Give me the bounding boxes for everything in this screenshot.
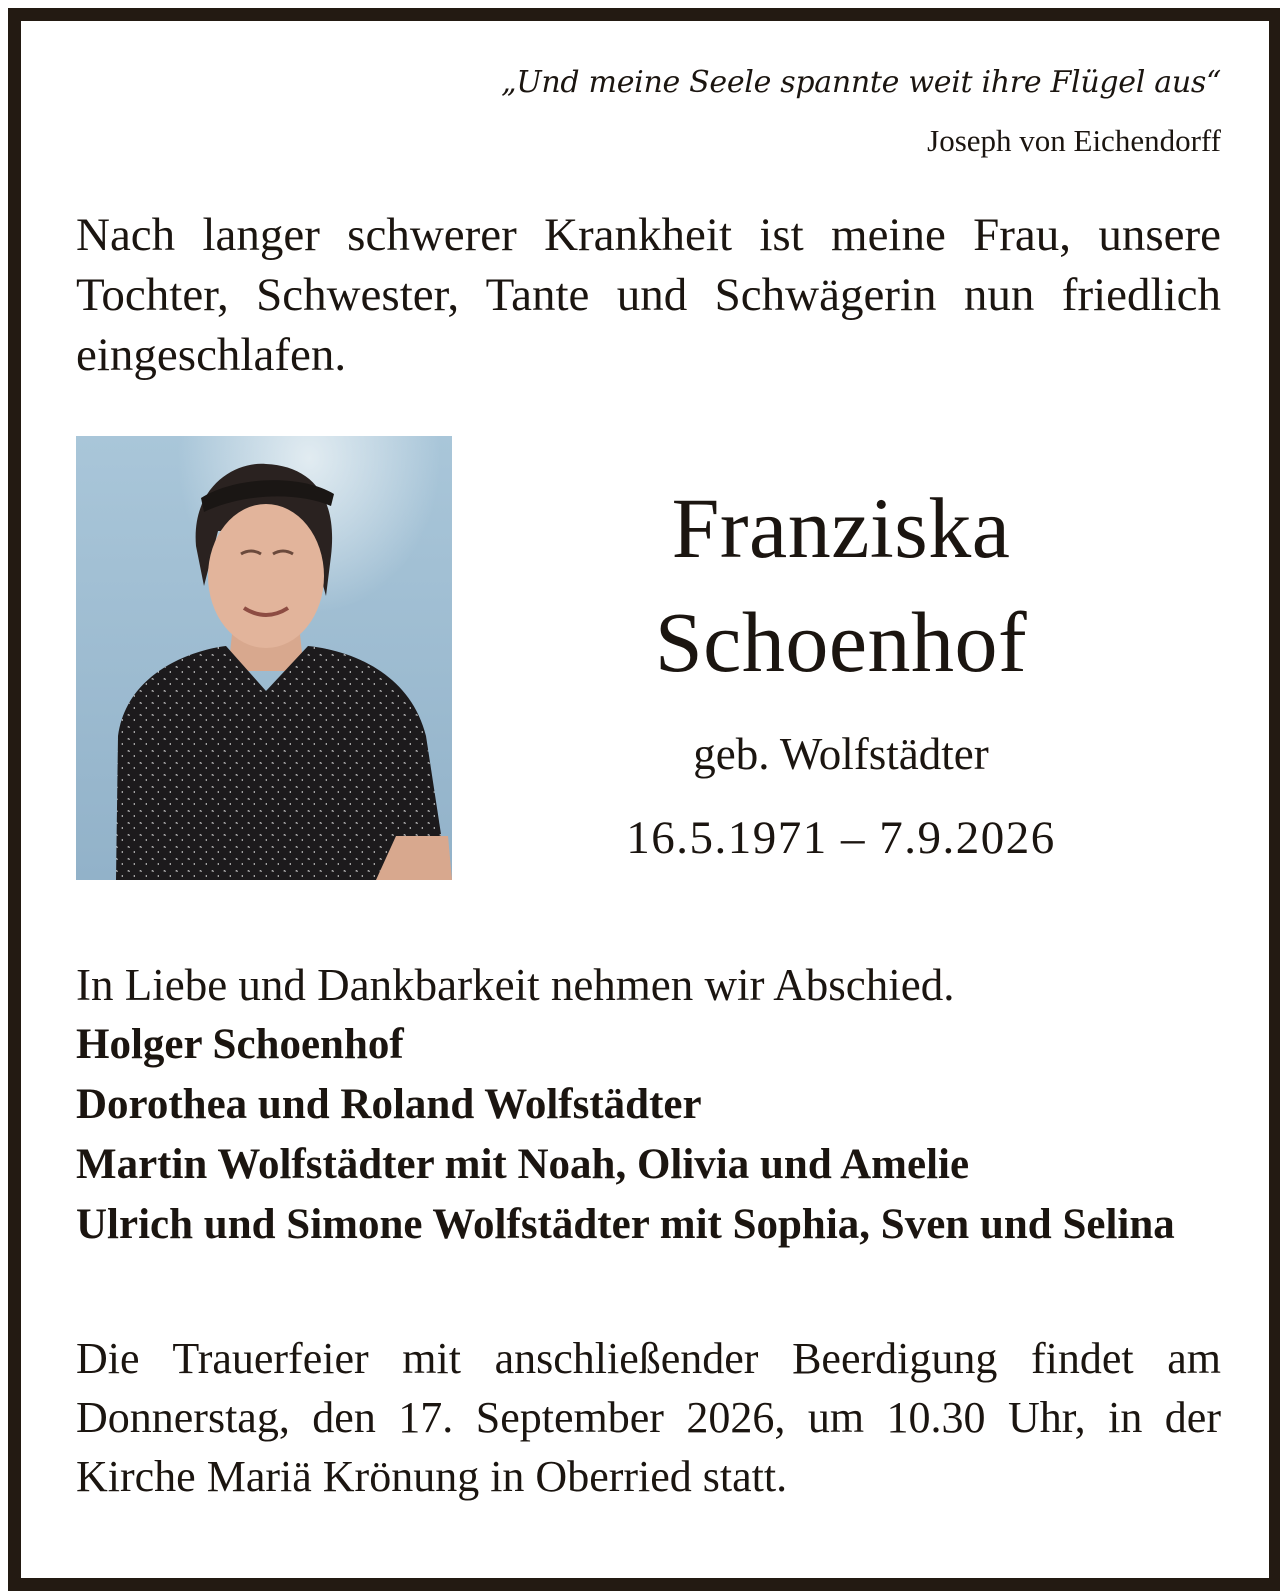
motto <box>21 61 1221 163</box>
mourners-list <box>76 1015 1209 1255</box>
mourner-line: Ulrich und Simone Wolfstädter mit Sophia, Sven und Selina <box>76 1201 1175 1248</box>
life-dates: 16.5.1971 – 7.9.2026 <box>626 812 1056 864</box>
farewell-text: In Liebe und Dankbarkeit nehmen wir Abschied. <box>76 960 955 1010</box>
portrait-photo <box>76 436 452 880</box>
mourner-line: Dorothea und Roland Wolfstädter <box>76 1081 702 1128</box>
motto-author: Joseph von Eichendorff <box>927 123 1221 158</box>
motto-quote: „Und meine Seele spannte weit ihre Flügel aus“ <box>501 65 1221 100</box>
mourner-line: Martin Wolfstädter mit Noah, Olivia und Amelie <box>76 1141 970 1188</box>
obituary-frame <box>8 8 1280 1591</box>
first-name: Franziska <box>671 480 1011 576</box>
last-name: Schoenhof <box>654 594 1028 690</box>
name-block <box>526 471 1156 865</box>
funeral-info: Die Trauerfeier mit anschließender Beerdigung findet am Donnerstag, den 17. September 2026, um 10.30 Uhr, in der Kirche Mariä Krönung in Oberried statt. <box>76 1334 1221 1501</box>
intro-text: Nach langer schwerer Krankheit ist meine Frau, unsere Tochter, Schwester, Tante und Schwägerin nun friedlich eingeschlafen. <box>76 209 1221 381</box>
mourner-line: Holger Schoenhof <box>76 1021 404 1068</box>
maiden-name: geb. Wolfstädter <box>693 729 989 779</box>
